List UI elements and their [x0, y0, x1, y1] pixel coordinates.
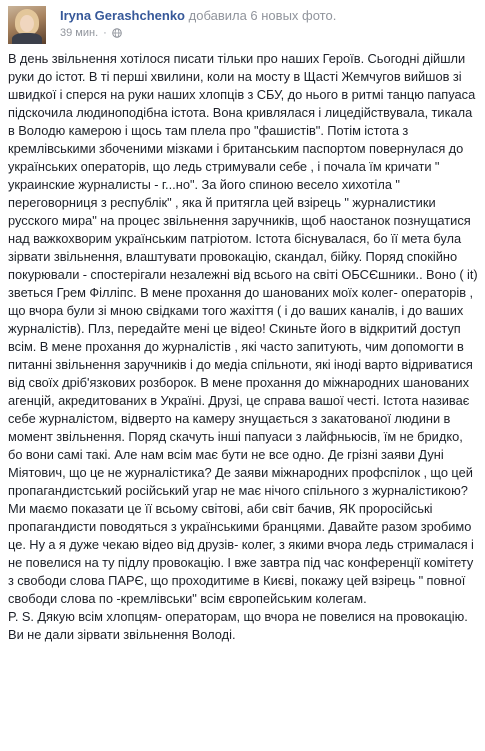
- avatar-body: [12, 33, 42, 44]
- author-name-link[interactable]: Iryna Gerashchenko: [60, 8, 185, 23]
- post-timestamp[interactable]: 39 мин.: [60, 27, 99, 39]
- post-paragraph-main: В день звільнення хотілося писати тільки про наших Героїв. Сьогодні дійшли руки до істот. В ті перші хвилини, коли на мосту в Щасті Жемчугов вийшов зі швидкої і сперся на руки наших хлопців з СБУ, до нього в ритмі танцю папуаса підскочила людиноподібна істота. Вона кривлялася і лицедійствувала, тикала в Володю камерою і щось там плела про "фашистів". Потім істота з кремлівськими збоченими мізками і британським паспортом повернулася до українських операторів, що ледь стримували себе , і почала їм кричати " украинские журналисты - г...но". За його спиною весело хихотіла " переговорниця з республік" , яка й притягла цей взірець " журналистики русского мира" на процес звільнення заручників, щоб наостанок познущатися над важкохворим українським патріотом. Істота біснувалася, бо її мета була зірвати звільнення, влаштувати провокацію, скандал, бійку. Поряд спокійно покурювали - спостерігали незалежні від всього на світі ОБСЄшники.. Воно ( it) зветься Грем Філліпс. В мене прохання до шанованих моїх колег- операторів , що вчора були зі мною свідками того жахіття ( і до ваших каналів, і до ваших журналістів). Плз, передайте мені це відео! Скиньте його в відкритий доступ всім. В мене прохання до журналістів , які часто запитують, чим допомогти в питанні звільнення заручників і до медіа спільноти, які іноді варто відриватися від своїх дріб'язкових розборок. В мене прохання до міжнародних шанованих агенцій, акредитованих в Україні. Друзі, це справа вашої честі. Істота називає себе журналістом, відверто на камеру знущається з закатованої людини в момент звільнення. Поряд скачуть інші папуаси з лайфньюсів, їм не бридко, бо вони самі такі. Але нам всім має бути не все одно. Де грізні заяви Дуні Міятович, що це не журналістика? Де заяви міжнародних профспілок , що цей пропагандистський російський угар не має нічого спільного з журналістикою? Ми маємо показати це її всьому світові, аби світ бачив, ЯК проросійські пропагандисти поводяться з українськими бранцями. Давайте разом зробимо це. Ну а я дуже чекаю відео від друзів- колег, з якими вчора ледь стрималася і не повелися на ту підлу провокацію. І вже завтра під час конференції комітету з свободи слова ПАРЄ, що проходитиме в Києві, покажу цей взірець " повної свободи слова по -кремлівськи" всім європейським колегам.: [8, 51, 478, 606]
- post-title-line: [60, 8, 336, 23]
- post-action-text: добавила 6 новых фото.: [188, 8, 337, 23]
- post-meta: 39 мин. ·: [60, 27, 122, 39]
- post-text: [8, 50, 478, 644]
- avatar-face: [20, 15, 34, 32]
- avatar[interactable]: [8, 6, 46, 44]
- post-paragraph-ps: P. S. Дякую всім хлопцям- операторам, що вчора не повелися на провокацію. Ви не дали зірвати звільнення Володі.: [8, 609, 468, 642]
- globe-icon[interactable]: [112, 28, 122, 38]
